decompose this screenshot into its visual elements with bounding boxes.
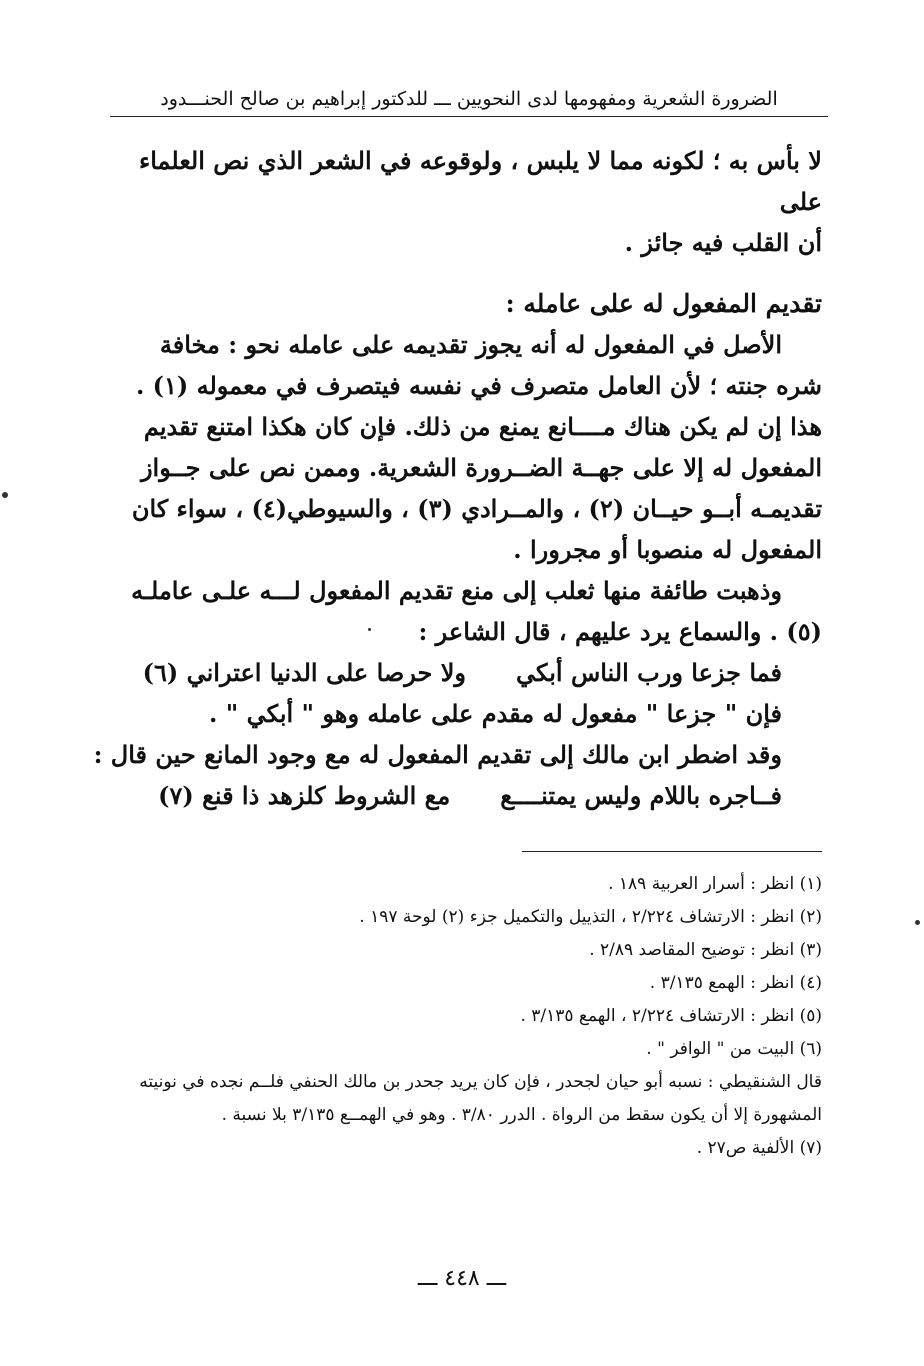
footnote-separator [522,851,822,852]
footnote-6: (٦) البيت من " الوافر " . [646,1039,822,1059]
margin-speck [915,920,920,925]
page-number: ـــ ٤٤٨ ـــ [417,1266,507,1291]
verse-1 [112,652,822,693]
margin-speck [2,492,8,498]
footnote-6-quote: قال الشنقيطي : نسبه أبو حيان لجحدر ، فإن كان يريد جحدر بن مالك الحنفي فلــم نجده في نونيته المشهورة إلا أن يكون سقط من الرواة . الدرر ٣/٨٠ . وهو في الهمــع ٣/١٣٥ بلا نسبة . [139,1072,822,1125]
footnote-3: (٣) انظر : توضيح المقاصد ٢/٨٩ . [589,940,822,960]
footnotes [112,868,822,1165]
continuation-line-2: أن القلب فيه جائز . [624,228,822,257]
footnote-4: (٤) انظر : الهمع ٣/١٣٥ . [649,973,822,993]
footnote-7: (٧) الألفية ص٢٧ . [696,1138,822,1158]
continuation-line-1: لا بأس به ؛ لكونه مما لا يلبس ، ولوقوعه في الشعر الذي نص العلماء على [138,146,822,216]
verse-2-second-hemistich: مع الشروط كلزهد ذا قنع (٧) [158,781,451,810]
footnote-1: (١) انظر : أسرار العربية ١٨٩ . [608,874,822,894]
paragraph-1: الأصل في المفعول له أنه يجوز تقديمه على عامله نحو : مخافة شره جنته ؛ لأن العامل متصرف في نفسه فيتصرف في معموله (١) . هذا إن لم يكن هناك مــــانع يمنع من ذلك. فإن كان هكذا امتنع تقديم المفعول له إلا على جهــة الضــرورة الشعرية. وممن نص على جــواز تقديمـه أبــو حيــان (٢) ، والمــرادي (٣) ، والسيوطي(٤) ، سواء كان المفعول له منصوبا أو مجرورا . [131,330,822,564]
verse-1-explanation: فإن " جزعا " مفعول له مقدم على عامله وهو " أبكي " . [209,699,782,728]
footnote-2: (٢) انظر : الارتشاف ٢/٢٢٤ ، التذييل والتكميل جزء (٢) لوحة ١٩٧ . [359,907,822,927]
margin-speck [368,628,371,631]
verse-2-intro: وقد اضطر ابن مالك إلى تقديم المفعول له مع وجود المانع حين قال : [93,740,782,769]
verse-1-first-hemistich: فما جزعا ورب الناس أبكي [515,658,782,687]
paragraph-2: وذهبت طائفة منها ثعلب إلى منع تقديم المفعول لـــه علـى عاملـه (٥) . والسماع يرد عليهم ، قال الشاعر : [131,576,822,646]
verse-2 [112,775,822,816]
section-heading: تقديم المفعول له على عامله : [505,289,822,318]
verse-1-second-hemistich: ولا حرصا على الدنيا اعتراني (٦) [142,658,466,687]
verse-2-first-hemistich: فــاجره باللام وليس يمتنــــع [500,781,782,810]
main-text [93,140,822,816]
running-header: الضرورة الشعرية ومفهومها لدى النحويين ـــ للدكتور إبراهيم بن صالح الحنـــدود [110,84,828,117]
footnote-5: (٥) انظر : الارتشاف ٢/٢٢٤ ، الهمع ٣/١٣٥ . [520,1006,822,1026]
